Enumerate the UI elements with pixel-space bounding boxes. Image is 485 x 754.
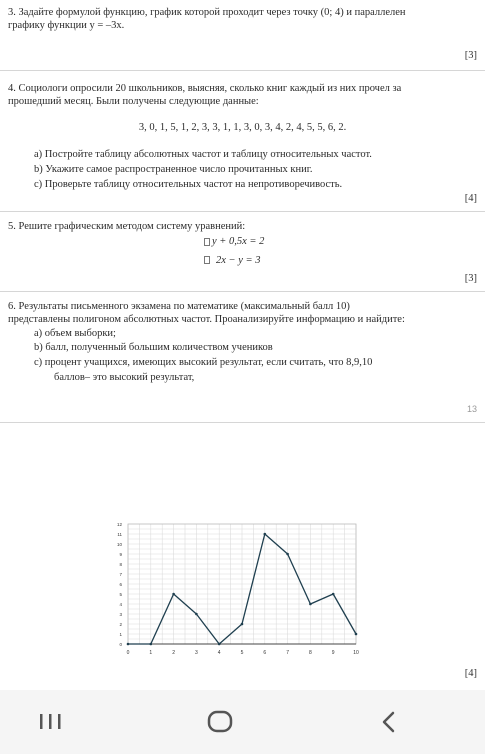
q4-data-list: 3, 0, 1, 5, 1, 2, 3, 3, 1, 1, 3, 0, 3, 4, 2, 4, 5, 5, 6, 2. (138, 122, 347, 133)
q4-item-a: a) Постройте таблицу абсолютных частот и таблицу относительных частот. (34, 149, 372, 160)
x-tick-label: 3 (195, 650, 198, 656)
separator (0, 291, 485, 292)
data-point (286, 553, 289, 556)
y-tick-label: 3 (119, 612, 122, 617)
q6-item-b: b) балл, полученный большим количеством учеников (34, 342, 273, 353)
y-tick-label: 0 (119, 642, 122, 647)
y-tick-label: 6 (119, 582, 122, 587)
data-point (150, 643, 153, 646)
q5-equation-1: y + 0,5x = 2 (212, 236, 265, 247)
x-tick-label: 10 (353, 650, 359, 656)
q4-line-1: 4. Социологи опросили 20 школьников, выясняя, сколько книг каждый из них прочел за (8, 83, 402, 94)
page-number: 13 (466, 404, 477, 414)
x-tick-label: 8 (309, 650, 312, 656)
x-tick-label: 9 (331, 650, 335, 656)
data-point (127, 643, 130, 646)
recent-apps-button[interactable] (36, 708, 66, 736)
q5-score: [3] (464, 273, 477, 284)
separator (0, 70, 485, 71)
x-tick-label: 4 (217, 650, 221, 656)
q6-item-a: a) объем выборки; (34, 328, 116, 339)
x-tick-label: 7 (286, 650, 289, 656)
y-tick-label: 4 (119, 602, 122, 607)
q6-item-c-cont: баллов– это высокий результат, (54, 372, 195, 383)
y-tick-label: 9 (119, 552, 122, 557)
system-brace-icon (204, 238, 210, 246)
q4-item-c: c) Проверьте таблицу относительных частот на непротиворечивость. (34, 179, 343, 190)
data-point (218, 643, 221, 646)
data-point (195, 613, 198, 616)
data-point (172, 593, 175, 596)
y-tick-label: 7 (119, 572, 122, 577)
q3-score: [3] (464, 50, 477, 61)
y-tick-label: 8 (119, 562, 122, 567)
x-tick-label: 0 (126, 650, 130, 656)
q4-item-b: b) Укажите самое распространенное число прочитанных книг. (34, 164, 313, 175)
q6-item-c: c) процент учащихся, имеющих высокий результат, если считать, что 8,9,10 (34, 357, 373, 368)
q4-line-2: прошедший месяц. Были получены следующие данные: (8, 96, 259, 107)
y-tick-label: 11 (117, 532, 122, 537)
home-button[interactable] (203, 708, 237, 736)
q3-line-2: графику функции y = –3x. (8, 20, 125, 31)
data-point (355, 633, 358, 636)
home-icon (203, 708, 237, 736)
data-point (264, 533, 267, 536)
q6-line-1: 6. Результаты письменного экзамена по математике (максимальный балл 10) (8, 301, 350, 312)
y-tick-label: 2 (119, 622, 122, 627)
x-tick-label: 1 (149, 650, 153, 656)
x-tick-label: 6 (263, 650, 267, 656)
q4-score: [4] (464, 193, 477, 204)
frequency-polygon-chart (110, 518, 370, 660)
q6-score: [4] (464, 668, 477, 679)
recent-apps-icon (36, 708, 66, 736)
back-button[interactable] (374, 708, 404, 736)
back-icon (374, 708, 404, 736)
navigation-bar (0, 690, 485, 754)
q5-equation-2: 2x − y = 3 (216, 255, 261, 266)
separator (0, 211, 485, 212)
q5-line-1: 5. Решите графическим методом систему уравнений: (8, 221, 246, 232)
data-point (309, 603, 312, 606)
x-tick-label: 2 (172, 650, 175, 656)
y-tick-label: 12 (116, 522, 122, 527)
y-tick-label: 1 (119, 632, 122, 637)
page-break (0, 422, 485, 423)
y-tick-label: 5 (119, 592, 122, 597)
y-tick-label: 10 (116, 542, 122, 547)
q6-line-2: представлены полигоном абсолютных частот. Проанализируйте информацию и найдите: (8, 314, 405, 325)
x-tick-label: 5 (240, 650, 244, 656)
q3-line-1: 3. Задайте формулой функцию, график которой проходит через точку (0; 4) и параллелен (8, 7, 406, 18)
data-point (241, 623, 244, 626)
system-brace-icon (204, 256, 210, 264)
data-point (332, 593, 335, 596)
